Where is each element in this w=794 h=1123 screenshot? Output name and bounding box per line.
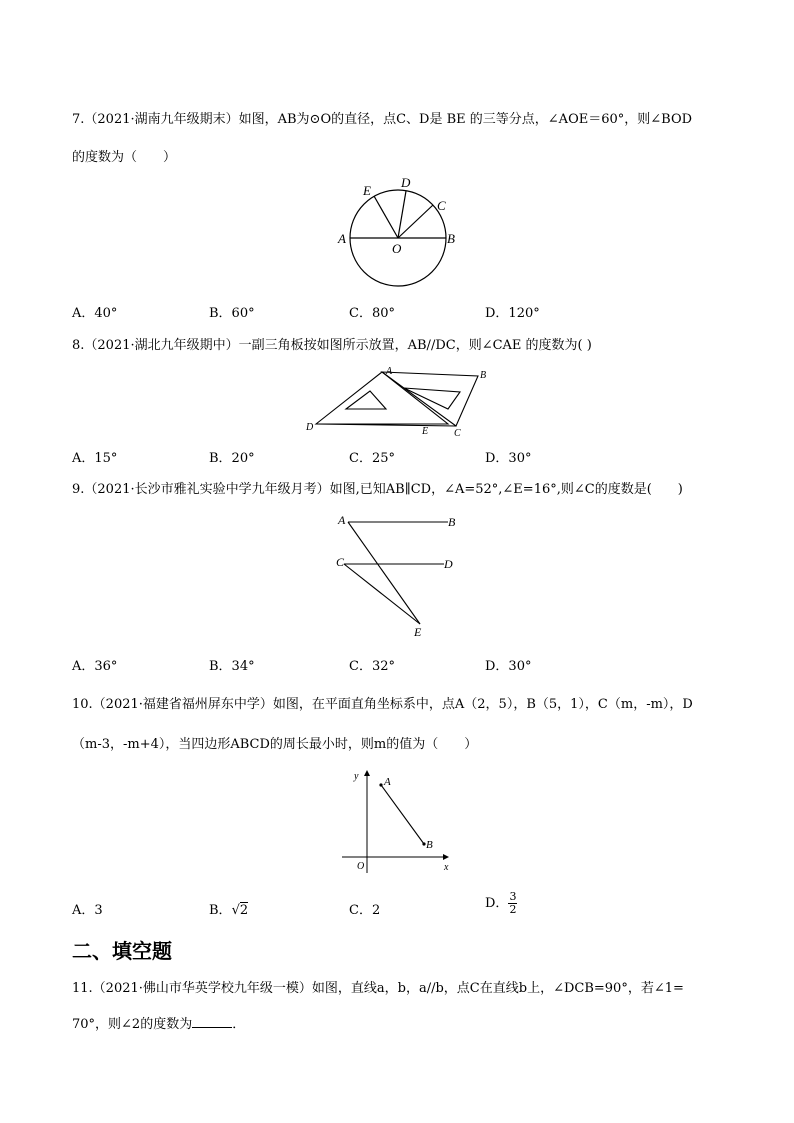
q10-option-b-prefix: B． (209, 903, 232, 918)
q7-label-c: C (437, 198, 446, 213)
q7-label-d: D (401, 175, 411, 190)
q10-option-a[interactable]: A．3 (72, 903, 103, 918)
q10-label-o: O (357, 861, 365, 872)
q8-label-c: C (454, 428, 461, 439)
q9-option-d[interactable]: D．30° (485, 659, 532, 674)
q11-stem-line1: 11.（2021·佛山市华英学校九年级一模）如图，直线a，b，a//b，点C在直线b上，∠DCB=90°，若∠1= (72, 981, 684, 996)
q8-stem-line1: 8.（2021·湖北九年级期中）一副三角板按如图所示放置，AB//DC，则∠CAE 的度数为( ) (72, 338, 592, 353)
q7-stem-line2: 的度数为（ ） (72, 150, 177, 165)
q7-stem-line1: 7.（2021·湖南九年级期末）如图，AB为⊙O的直径，点C、D是 BE 的三等分点，∠AOE＝60°，则∠BOD (72, 112, 693, 127)
q10-label-x: x (444, 862, 449, 873)
q8-option-c[interactable]: C．25° (349, 451, 395, 466)
q11-answer-blank[interactable] (192, 1015, 232, 1028)
q10-label-b: B (426, 839, 433, 851)
q8-label-d: D (306, 422, 314, 433)
q7-label-e: E (363, 183, 371, 198)
q9-label-a: A (338, 513, 346, 527)
q9-parallel-lines-figure (332, 508, 462, 640)
q10-option-d[interactable] (485, 891, 517, 916)
q10-stem-line1: 10.（2021·福建省福州屏东中学）如图，在平面直角坐标系中，点A（2，5），B（5，1），C（m，-m），D (72, 697, 693, 712)
q10-option-c[interactable]: C．2 (349, 903, 381, 918)
q9-label-d: D (444, 557, 453, 571)
q9-stem-line1: 9.（2021·长沙市雅礼实验中学九年级月考）如图,已知AB∥CD，∠A=52°,∠E=16°,则∠C的度数是( ) (72, 482, 683, 497)
q8-option-a[interactable]: A．15° (72, 451, 118, 466)
q8-label-a: A (386, 366, 393, 377)
q7-label-a: A (338, 231, 346, 246)
q9-option-a[interactable]: A．36° (72, 659, 118, 674)
sqrt-icon: √ (231, 903, 240, 918)
q10-option-d-prefix: D． (485, 896, 509, 911)
q7-option-c[interactable]: C．80° (349, 306, 395, 321)
section-title-fill-in: 二、填空题 (72, 939, 172, 963)
q8-label-b: B (480, 370, 487, 381)
q7-option-b[interactable]: B．60° (209, 306, 255, 321)
q10-stem-line2: （m-3，-m+4），当四边形ABCD的周长最小时，则m的值为（ ） (72, 737, 478, 752)
q8-option-b[interactable]: B．20° (209, 451, 255, 466)
q8-label-e: E (422, 426, 429, 437)
q7-option-a[interactable]: A．40° (72, 306, 118, 321)
q11-stem-line2 (72, 1013, 245, 1032)
q9-option-b[interactable]: B．34° (209, 659, 255, 674)
q10-option-d-numerator: 3 (509, 890, 517, 903)
q7-label-o: O (392, 241, 402, 256)
q9-option-c[interactable]: C．32° (349, 659, 395, 674)
q8-triangles-figure (300, 364, 500, 439)
q10-option-d-denominator: 2 (509, 903, 517, 916)
q7-circle-figure (335, 172, 465, 287)
q9-label-b: B (448, 515, 456, 529)
q10-label-y: y (354, 771, 359, 782)
q7-label-b: B (447, 231, 455, 246)
q10-label-a: A (384, 776, 391, 788)
q9-label-e: E (414, 625, 422, 639)
q10-option-d-fraction (508, 891, 517, 916)
q10-option-b-radicand: 2 (239, 903, 249, 918)
q11-stem-line2-end: ． (232, 1017, 246, 1032)
q10-coordinate-figure (338, 765, 458, 877)
q8-option-d[interactable]: D．30° (485, 451, 532, 466)
q9-label-c: C (336, 555, 345, 569)
q10-option-b[interactable] (209, 899, 248, 918)
q7-option-d[interactable]: D．120° (485, 306, 540, 321)
q11-stem-line2-text: 70°，则∠2的度数为 (72, 1017, 193, 1032)
